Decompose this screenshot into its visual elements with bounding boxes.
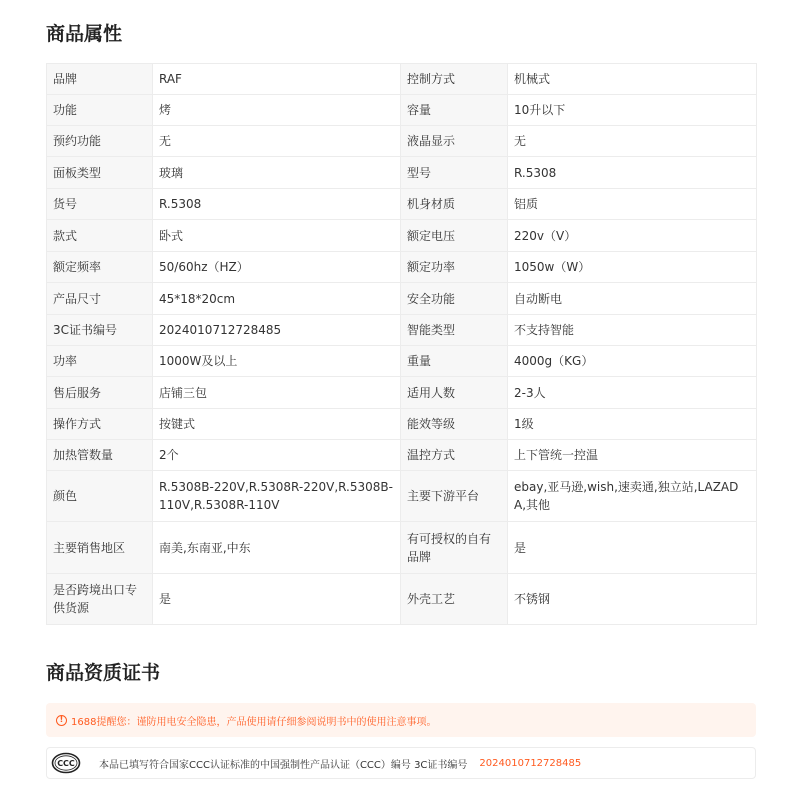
attribute-key: 功能	[47, 95, 153, 126]
attribute-value: 45*18*20cm	[153, 283, 401, 315]
attribute-row	[47, 522, 757, 574]
ccc-certificate-number: 2024010712728485	[479, 757, 582, 769]
attribute-key: 容量	[401, 95, 508, 126]
ccc-certificate-row	[46, 747, 756, 779]
attribute-value: 1级	[508, 409, 757, 440]
attribute-value: 220v（V）	[508, 220, 757, 252]
attribute-key: 温控方式	[401, 440, 508, 471]
attribute-value: 不支持智能	[508, 315, 757, 346]
warning-icon: !	[56, 715, 67, 726]
attribute-key: 额定功率	[401, 252, 508, 283]
attribute-value: 2个	[153, 440, 401, 471]
attribute-value: 10升以下	[508, 95, 757, 126]
attribute-row	[47, 346, 757, 377]
certification-section-title: 商品资质证书	[46, 662, 161, 684]
attribute-key: 操作方式	[47, 409, 153, 440]
attribute-value: 2024010712728485	[153, 315, 401, 346]
attribute-row	[47, 189, 757, 220]
attribute-key: 重量	[401, 346, 508, 377]
safety-notice-text: 1688提醒您：谨防用电安全隐患，产品使用请仔细参阅说明书中的使用注意事项。	[71, 716, 437, 728]
attribute-row	[47, 95, 757, 126]
attribute-value: 卧式	[153, 220, 401, 252]
attribute-key: 售后服务	[47, 377, 153, 409]
attribute-row	[47, 377, 757, 409]
attribute-row	[47, 157, 757, 189]
attribute-row	[47, 574, 757, 625]
attribute-key: 主要销售地区	[47, 522, 153, 574]
attribute-value: 自动断电	[508, 283, 757, 315]
attribute-key: 控制方式	[401, 64, 508, 95]
attribute-key: 智能类型	[401, 315, 508, 346]
attribute-value: 1050w（W）	[508, 252, 757, 283]
attribute-row	[47, 315, 757, 346]
attribute-value: R.5308B-220V,R.5308R-220V,R.5308B-110V,R.5308R-110V	[153, 471, 401, 522]
attribute-key: 额定频率	[47, 252, 153, 283]
attribute-value: R.5308	[508, 157, 757, 189]
ccc-logo-text: CCC	[57, 759, 75, 768]
attribute-key: 外壳工艺	[401, 574, 508, 625]
attribute-key: 预约功能	[47, 126, 153, 157]
attribute-key: 有可授权的自有品牌	[401, 522, 508, 574]
attribute-key: 3C证书编号	[47, 315, 153, 346]
attribute-value: ebay,亚马逊,wish,速卖通,独立站,LAZADA,其他	[508, 471, 757, 522]
attribute-value: 1000W及以上	[153, 346, 401, 377]
attribute-value: 不锈钢	[508, 574, 757, 625]
attribute-value: 50/60hz（HZ）	[153, 252, 401, 283]
ccc-statement: 本品已填写符合国家CCC认证标准的中国强制性产品认证（CCC）编号 3C证书编号	[99, 759, 468, 771]
attribute-value: 上下管统一控温	[508, 440, 757, 471]
attribute-value: 铝质	[508, 189, 757, 220]
attribute-key: 型号	[401, 157, 508, 189]
attribute-value: 店铺三包	[153, 377, 401, 409]
attribute-key: 功率	[47, 346, 153, 377]
attribute-value: 机械式	[508, 64, 757, 95]
attribute-value: 无	[153, 126, 401, 157]
attribute-row	[47, 126, 757, 157]
attribute-key: 加热管数量	[47, 440, 153, 471]
attribute-value: RAF	[153, 64, 401, 95]
attribute-key: 额定电压	[401, 220, 508, 252]
attribute-key: 液晶显示	[401, 126, 508, 157]
attribute-row	[47, 471, 757, 522]
attribute-value: 玻璃	[153, 157, 401, 189]
attribute-row	[47, 440, 757, 471]
attribute-key: 能效等级	[401, 409, 508, 440]
attribute-row	[47, 220, 757, 252]
attribute-key: 款式	[47, 220, 153, 252]
attribute-key: 面板类型	[47, 157, 153, 189]
attribute-value: 烤	[153, 95, 401, 126]
attributes-section-title: 商品属性	[46, 23, 123, 45]
safety-notice	[46, 703, 756, 737]
attribute-value: 4000g（KG）	[508, 346, 757, 377]
attribute-key: 货号	[47, 189, 153, 220]
attribute-key: 颜色	[47, 471, 153, 522]
attribute-value: 按键式	[153, 409, 401, 440]
attribute-key: 安全功能	[401, 283, 508, 315]
attribute-key: 机身材质	[401, 189, 508, 220]
attribute-value: 南美,东南亚,中东	[153, 522, 401, 574]
attribute-value: 无	[508, 126, 757, 157]
ccc-certification-icon	[51, 752, 81, 774]
attribute-key: 适用人数	[401, 377, 508, 409]
attribute-key: 是否跨境出口专供货源	[47, 574, 153, 625]
attribute-value: 2-3人	[508, 377, 757, 409]
attribute-row	[47, 283, 757, 315]
attribute-value: 是	[153, 574, 401, 625]
attributes-table	[46, 63, 757, 625]
attribute-key: 品牌	[47, 64, 153, 95]
attribute-value: 是	[508, 522, 757, 574]
attribute-row	[47, 409, 757, 440]
attribute-row	[47, 252, 757, 283]
attribute-row	[47, 64, 757, 95]
attribute-key: 主要下游平台	[401, 471, 508, 522]
attribute-key: 产品尺寸	[47, 283, 153, 315]
attribute-value: R.5308	[153, 189, 401, 220]
